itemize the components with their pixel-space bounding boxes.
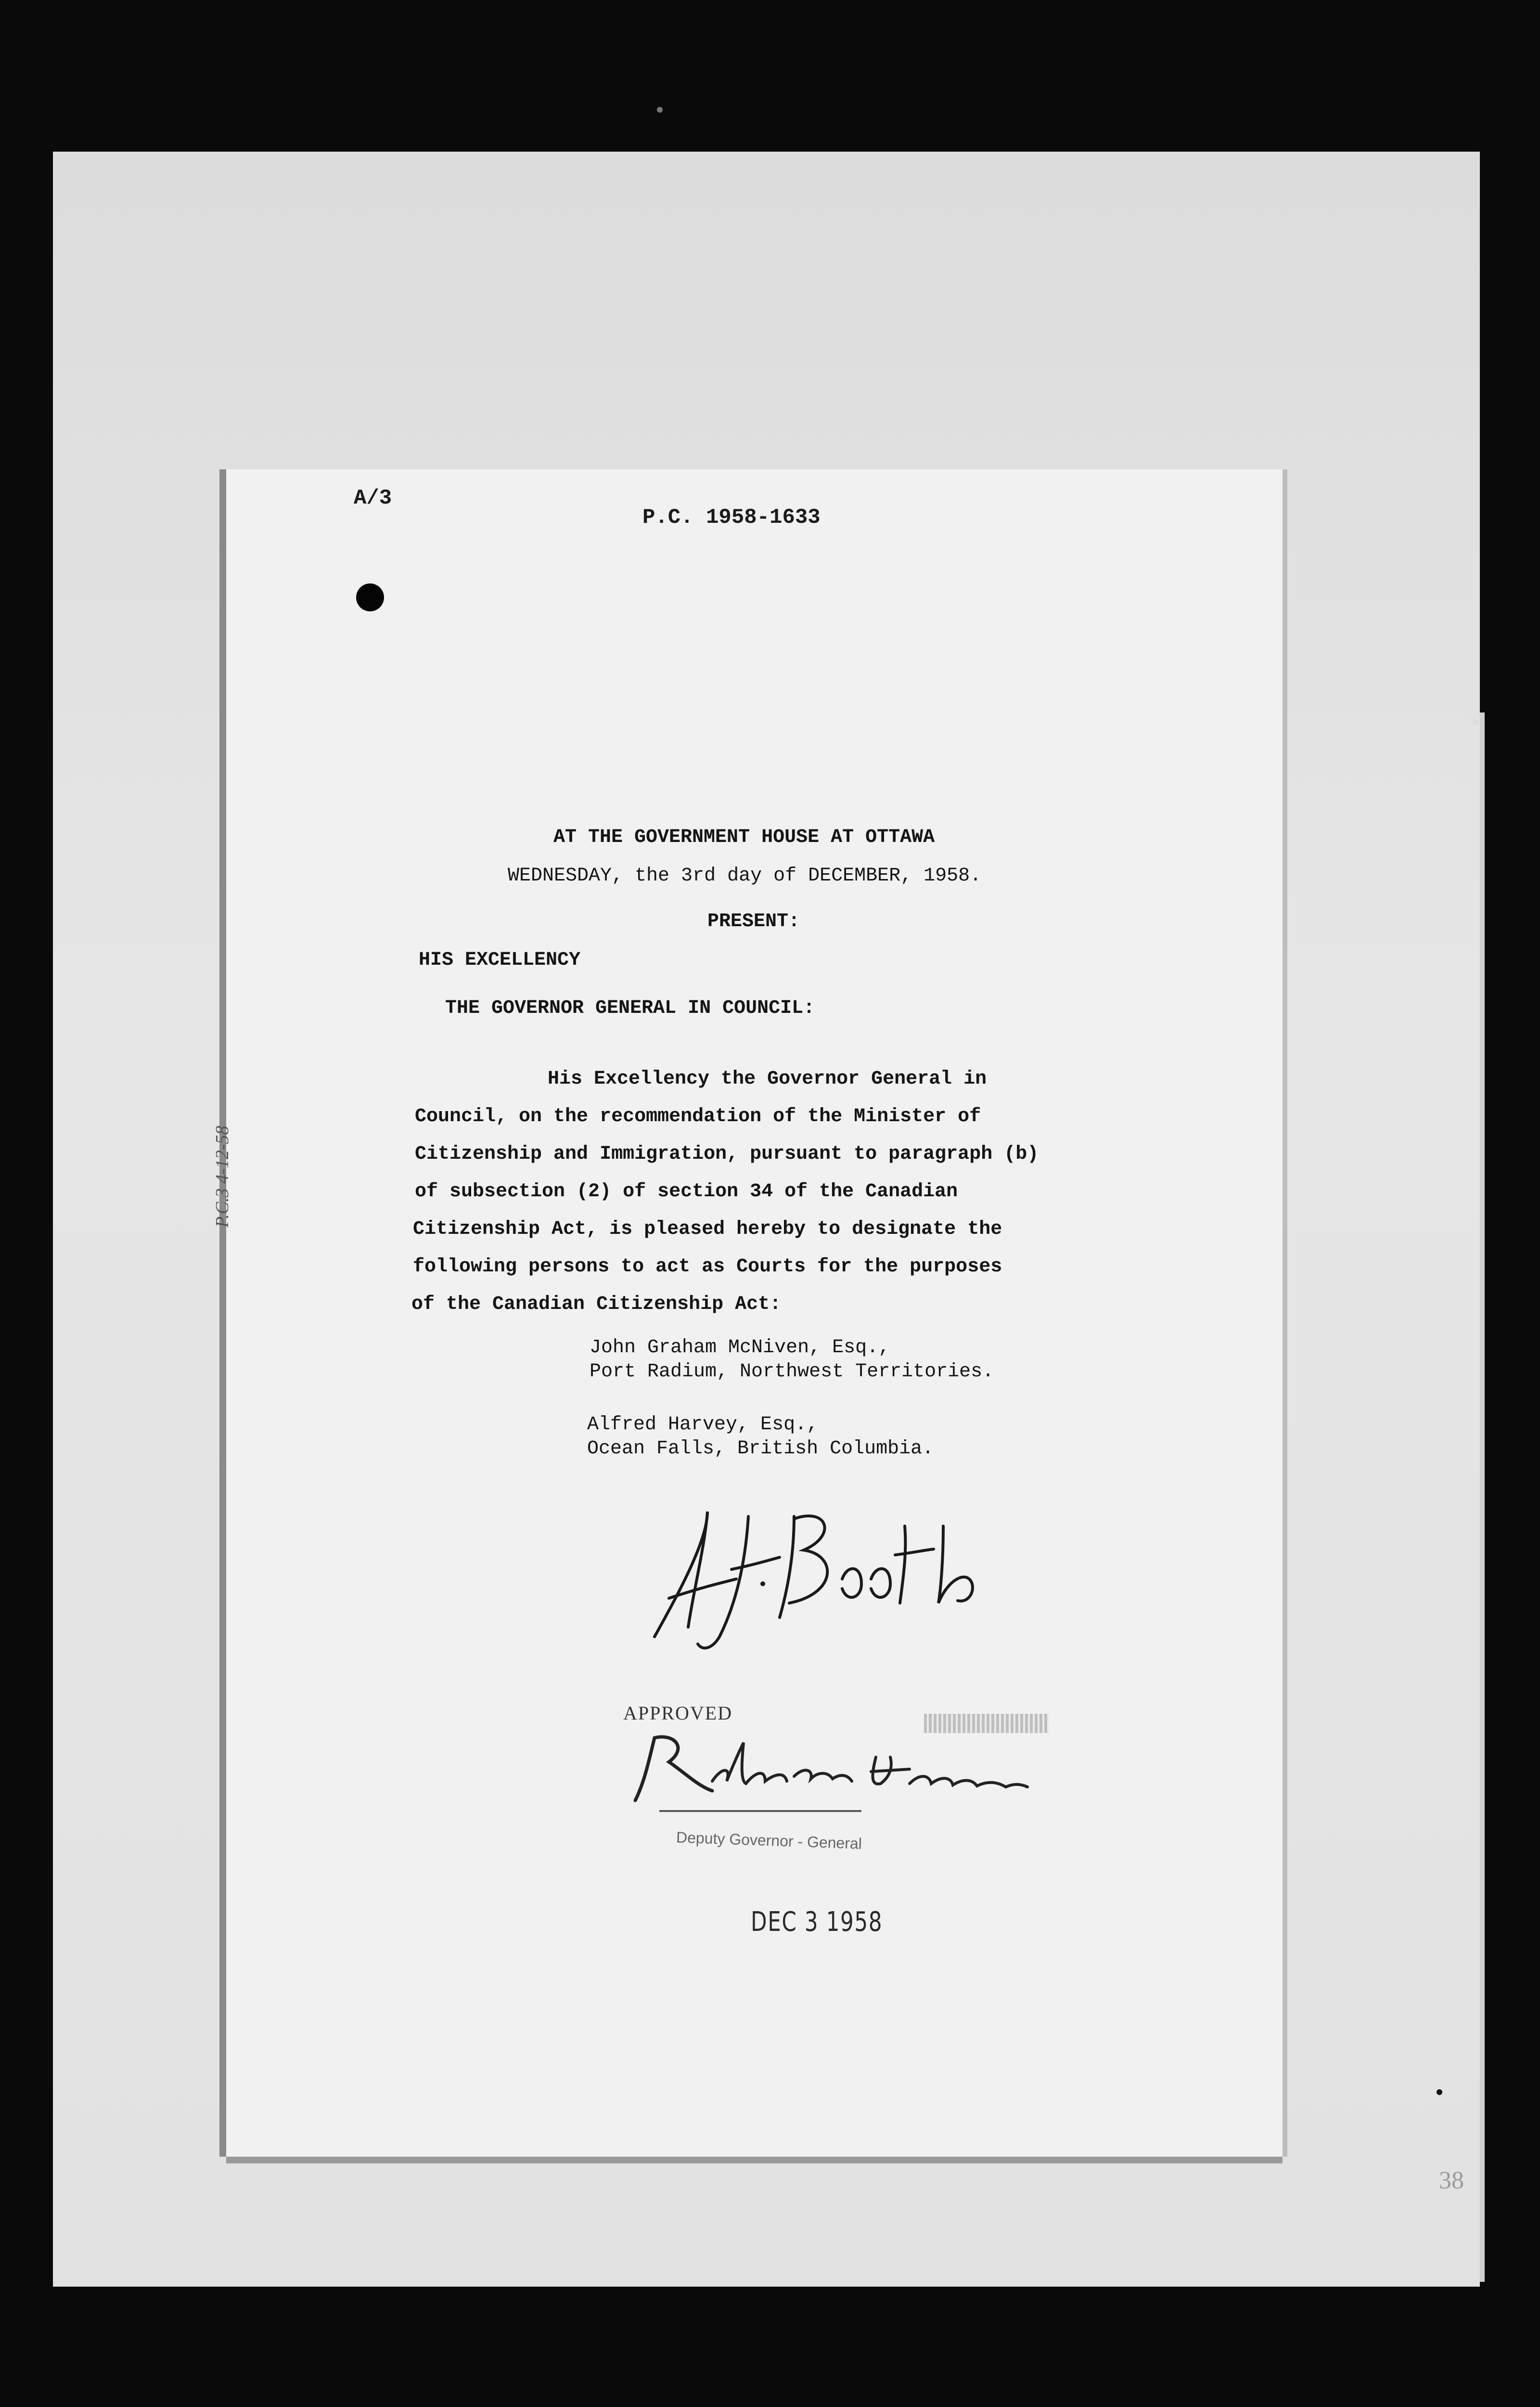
punch-hole <box>356 583 384 611</box>
body-line: of subsection (2) of section 34 of the Canadian <box>415 1181 958 1203</box>
page-number-bottom: 38 <box>1439 2167 1464 2194</box>
designee-name: John Graham McNiven, Esq., <box>590 1337 890 1359</box>
approval-date-stamp: DEC 3 1958 <box>751 1906 883 1938</box>
speck <box>1473 720 1478 725</box>
present-label: PRESENT: <box>707 911 800 932</box>
order-number: P.C. 1958-1633 <box>642 505 821 530</box>
speck <box>657 107 663 113</box>
body-line: of the Canadian Citizenship Act: <box>411 1294 782 1315</box>
his-excellency: HIS EXCELLENCY <box>419 949 581 971</box>
body-line: Citizenship and Immigration, pursuant to paragraph (b) <box>415 1143 1039 1165</box>
approved-label: APPROVED <box>623 1702 733 1724</box>
file-code: A/3 <box>354 486 392 510</box>
deputy-governor-signature <box>621 1728 1044 1815</box>
designee-name: Alfred Harvey, Esq., <box>587 1414 819 1436</box>
margin-annotation: P.C.3 4-12-58 <box>212 1126 232 1228</box>
clerk-signature <box>635 1483 1020 1656</box>
body-line: His Excellency the Governor General in <box>548 1068 987 1090</box>
body-line: Citizenship Act, is pleased hereby to designate the <box>413 1218 1002 1240</box>
governor-general-in-council: THE GOVERNOR GENERAL IN COUNCIL: <box>445 997 815 1019</box>
designee-location: Ocean Falls, British Columbia. <box>587 1438 934 1460</box>
designee-location: Port Radium, Northwest Territories. <box>590 1361 994 1383</box>
body-line: Council, on the recommendation of the Minister of <box>415 1106 981 1127</box>
speck <box>1437 2089 1442 2095</box>
body-line: following persons to act as Courts for the purposes <box>413 1256 1002 1278</box>
backing-sheet-edge <box>1480 712 1485 2282</box>
deputy-governor-title: Deputy Governor - General <box>676 1828 862 1852</box>
place-heading: AT THE GOVERNMENT HOUSE AT OTTAWA <box>553 827 935 848</box>
signature-underline <box>659 1810 861 1812</box>
date-line: WEDNESDAY, the 3rd day of DECEMBER, 1958. <box>508 865 982 887</box>
